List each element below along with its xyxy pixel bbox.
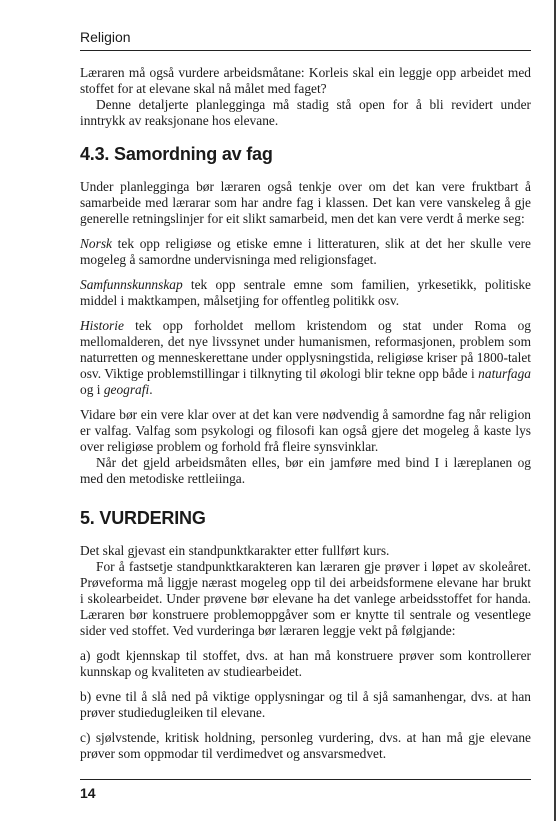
- norsk-text: tek opp religiøse og etiske emne i litteraturen, slik at det her skulle vere mogeleg å samordne undervisninga med religionsfaget.: [80, 236, 531, 267]
- paragraph-arbeidsmatane: Læraren må også vurdere arbeidsmåtane: Korleis skal ein leggje opp arbeidet med stoffet for at elevane skal nå målet med faget?: [80, 65, 531, 96]
- paragraph-norsk: [80, 236, 531, 268]
- paragraph-standpunkt: Det skal gjevast ein standpunktkarakter etter fullført kurs.: [80, 543, 390, 558]
- term-naturfaga: naturfaga: [478, 366, 531, 381]
- section-heading-vurdering: 5. VURDERING: [80, 508, 206, 528]
- paragraph-planlegging: Denne detaljerte planlegginga må stadig stå open for å bli revidert under inntrykk av reaksjonane hos elevane.: [80, 97, 531, 128]
- body-text: [80, 65, 531, 771]
- paragraph-samfunnskunnskap: [80, 277, 531, 309]
- running-head: Religion: [80, 29, 131, 45]
- list-item-c: c) sjølvstende, kritisk holdning, personleg vurdering, dvs. at han må gje elevane prøver som oppmodar til verdimedvet og ansvarsmedvet.: [80, 730, 531, 761]
- samfunnskunnskap-text: tek opp sentrale emne som familien, yrkesetikk, politiske middel i maktkampen, målsetjing for offentleg politikk osv.: [80, 277, 531, 308]
- historie-og: og i: [80, 382, 104, 397]
- paragraph-prover: For å fastsetje standpunktkarakteren kan læraren gje prøver i løpet av skoleåret. Prøveforma må liggje nærast mogeleg opp til dei arbeidsformene elevane har brukt i skolearbeidet. Under prøvene bør elevane ha det vanlege arbeidsstoffet for handa. Læraren bør konstruere problemoppgåver som er knytte til sentrale og vesentlege sider ved stoffet. Ved vurderinga bør læraren leggje vekt på følgjande:: [80, 559, 531, 638]
- list-item-b: b) evne til å slå ned på viktige opplysningar og til å sjå samanhengar, dvs. at han prøver studiedugleiken til elevane.: [80, 689, 531, 720]
- term-norsk: Norsk: [80, 236, 112, 251]
- section-heading-samordning: 4.3. Samordning av fag: [80, 144, 273, 164]
- historie-text: tek opp forholdet mellom kristendom og stat under Roma og mellomalderen, det nye livssynet under humanismen, reformasjonen, problem som naturretten og menneskerettane under opplysningstida, religiøse kriser på 1800-talet osv. Viktige problemstillingar i tilknyting til økologi blir tekne opp både i: [80, 318, 531, 381]
- paragraph-historie: [80, 318, 531, 398]
- list-item-a: a) godt kjennskap til stoffet, dvs. at han må konstruere prøver som kontrollerer kunnskap og kvaliteten av studiearbeidet.: [80, 648, 531, 679]
- footer-rule: [80, 779, 531, 780]
- paragraph-samarbeid: Under planlegginga bør læraren også tenkje over om det kan vere fruktbart å samarbeide med lærarar som har andre fag i klassen. Det kan vere vanskeleg å gje generelle retningslinjer for eit slikt samarbeid, men det kan vere verdt å merke seg:: [80, 179, 531, 226]
- header-rule: [80, 50, 531, 51]
- term-samfunnskunnskap: Samfunnskunnskap: [80, 277, 183, 292]
- paragraph-arbeidsmaten: Når det gjeld arbeidsmåten elles, bør ein jamføre med bind I i læreplanen og med den metodiske rettleiinga.: [80, 455, 531, 486]
- historie-end: .: [149, 382, 153, 397]
- page-number: 14: [80, 785, 96, 801]
- term-historie: Historie: [80, 318, 124, 333]
- paragraph-valfag: Vidare bør ein vere klar over at det kan vere nødvendig å samordne fag når religion er valfag. Valfag som psykologi og filosofi kan også gjere det mogeleg å kaste lys over religiøse problem og forhold frå fleire synsvinklar.: [80, 407, 531, 454]
- term-geografi: geografi: [103, 382, 150, 397]
